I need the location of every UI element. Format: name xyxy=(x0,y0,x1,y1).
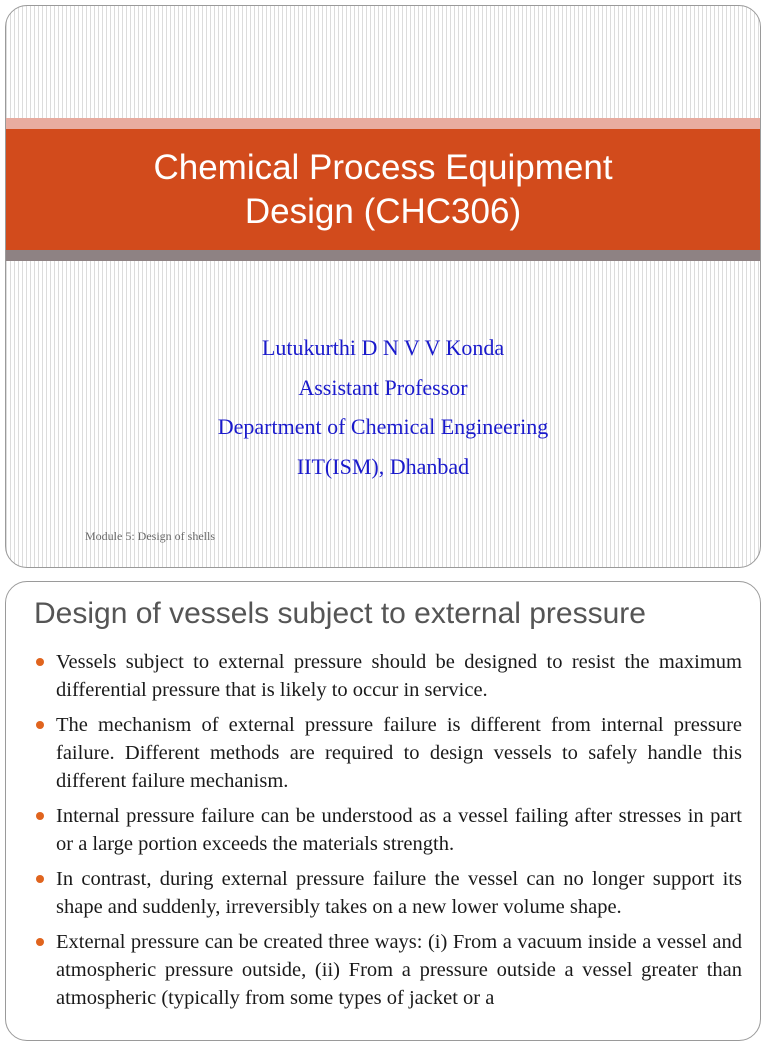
title-band-bottom-stripe xyxy=(6,250,760,261)
slide-heading: Design of vessels subject to external pressure xyxy=(34,597,646,630)
list-item xyxy=(34,711,742,795)
title-slide xyxy=(5,5,761,568)
list-item xyxy=(34,648,742,704)
bullet-dot-icon xyxy=(36,938,44,946)
author-info xyxy=(6,328,760,486)
slide-footer: Module 5: Design of shells xyxy=(85,529,215,543)
bullet-dot-icon xyxy=(36,658,44,666)
author-position: Assistant Professor xyxy=(298,374,468,400)
list-item xyxy=(34,865,742,921)
bullet-text: In contrast, during external pressure failure the vessel can no longer support its shape and suddenly, irreversibly takes on a new lower volume shape. xyxy=(56,868,742,918)
content-slide xyxy=(5,581,761,1041)
bullet-dot-icon xyxy=(36,721,44,729)
list-item xyxy=(34,928,742,1012)
title-band-top-stripe xyxy=(6,118,760,129)
bullet-text: External pressure can be created three ways: (i) From a vacuum inside a vessel and atmospheric pressure outside, (ii) From a pressure outside a vessel greater than atmospheric (typically from some types of jacket or a xyxy=(56,931,742,1009)
title-band xyxy=(6,129,760,250)
bullet-dot-icon xyxy=(36,812,44,820)
bullet-list xyxy=(34,648,742,1019)
author-name: Lutukurthi D N V V Konda xyxy=(261,335,505,360)
bullet-dot-icon xyxy=(36,875,44,883)
bullet-text: Internal pressure failure can be understood as a vessel failing after stresses in part or a large portion exceeds the materials strength. xyxy=(56,805,742,855)
list-item xyxy=(34,802,742,858)
author-institute: IIT(ISM), Dhanbad xyxy=(296,453,470,479)
bullet-text: The mechanism of external pressure failure is different from internal pressure failure. Different methods are required to design vessels to safely handle this different failure mechanism. xyxy=(56,714,742,792)
slide-title xyxy=(153,146,612,234)
slide-title-line: Chemical Process Equipment xyxy=(153,147,613,187)
bullet-text: Vessels subject to external pressure should be designed to resist the maximum differential pressure that is likely to occur in service. xyxy=(56,651,742,701)
author-department: Department of Chemical Engineering xyxy=(217,414,549,439)
slide-title-line: Design (CHC306) xyxy=(244,191,522,231)
